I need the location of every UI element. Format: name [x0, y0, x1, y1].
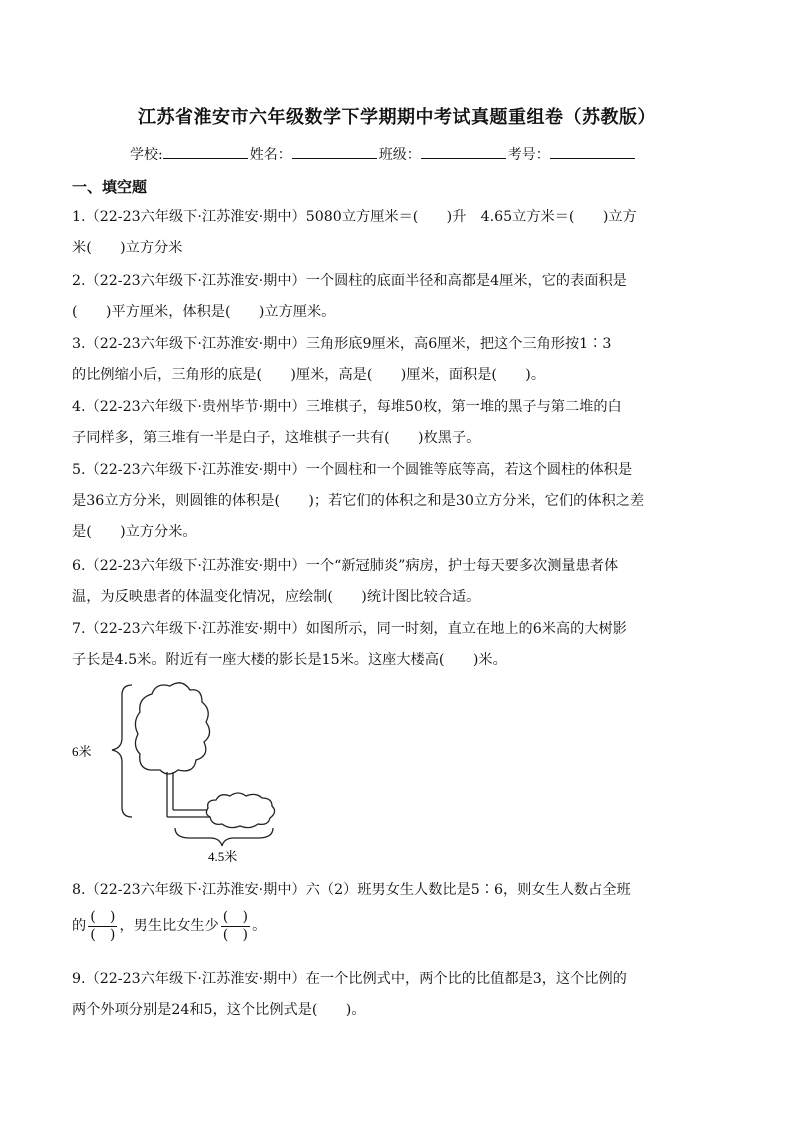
question-line: 4.（22-23六年级下·贵州毕节·期中）三堆棋子，每堆50枚，第一堆的黑子与第二堆的白	[72, 399, 622, 415]
question-4	[72, 392, 722, 454]
page-title: 江苏省淮安市六年级数学下学期期中考试真题重组卷（苏教版）	[138, 107, 656, 128]
height-label: 6米	[72, 744, 92, 759]
question-line: 7.（22-23六年级下·江苏淮安·期中）如图所示，同一时刻，直立在地上的6米高的大树影	[72, 621, 627, 637]
question-line: ( )平方厘米，体积是( )立方厘米。	[72, 304, 336, 320]
q8-text-pre: 的	[72, 918, 87, 934]
q8-text-mid: ，男生比女生少	[119, 918, 219, 934]
name-label: 姓名：	[249, 147, 292, 163]
question-line: 是( )立方分米。	[72, 524, 197, 540]
question-6	[72, 551, 722, 613]
fraction-blank	[221, 909, 250, 944]
number-blank	[550, 144, 635, 159]
name-blank	[292, 144, 377, 159]
fraction-numerator: ( )	[90, 908, 116, 925]
question-line: 子同样多，第三堆有一半是白子，这堆棋子一共有( )枚黑子。	[72, 430, 481, 446]
class-blank	[421, 144, 506, 159]
question-line: 的比例缩小后，三角形的底是( )厘米，高是( )厘米，面积是( )。	[72, 367, 546, 383]
q8-text-post: 。	[252, 918, 267, 934]
question-line: 子长是4.5米。附近有一座大楼的影长是15米。这座大楼高( )米。	[72, 652, 507, 668]
question-line: 5.（22-23六年级下·江苏淮安·期中）一个圆柱和一个圆锥等底等高，若这个圆柱的体积是	[72, 462, 633, 478]
question-line: 2.（22-23六年级下·江苏淮安·期中）一个圆柱的底面半径和高都是4厘米，它的表面积是	[72, 273, 627, 289]
question-line: 6.（22-23六年级下·江苏淮安·期中）一个“新冠肺炎”病房，护士每天要多次测量患者体	[72, 558, 619, 574]
fraction-denominator: ( )	[222, 926, 249, 943]
tree-diagram	[70, 680, 310, 865]
number-label: 考号：	[507, 147, 550, 163]
question-line: 是36立方分米，则圆锥的体积是( )；若它们的体积之和是30立方分米，它们的体积之差	[72, 493, 645, 509]
student-info-line	[130, 144, 637, 164]
question-line: 温，为反映患者的体温变化情况，应绘制( )统计图比较合适。	[72, 589, 481, 605]
question-7	[72, 614, 722, 676]
question-2	[72, 266, 722, 328]
question-line: 3.（22-23六年级下·江苏淮安·期中）三角形底9厘米，高6厘米，把这个三角形按1∶3	[72, 336, 612, 352]
question-9	[72, 964, 722, 1026]
fraction-blank	[88, 909, 117, 944]
tree-crown	[135, 683, 209, 774]
shadow-crown	[206, 793, 274, 828]
question-line: 米( )立方分米	[72, 240, 183, 256]
class-label: 班级：	[378, 147, 421, 163]
question-line	[72, 908, 722, 944]
question-3	[72, 329, 722, 391]
section-title: 一、填空题	[72, 178, 148, 196]
shadow-brace	[175, 828, 273, 846]
height-brace	[112, 685, 132, 817]
question-line: 两个外项分别是24和5，这个比例式是( )。	[72, 1002, 366, 1018]
tree-shadow-figure	[70, 680, 310, 865]
school-label: 学校:	[130, 147, 163, 163]
question-5	[72, 455, 722, 548]
shadow-label: 4.5米	[208, 849, 238, 864]
question-8	[72, 872, 722, 944]
fraction-numerator: ( )	[222, 908, 249, 925]
school-blank	[163, 144, 248, 159]
fraction-denominator: ( )	[90, 926, 116, 943]
question-1	[72, 202, 722, 264]
question-line: 8.（22-23六年级下·江苏淮安·期中）六（2）班男女生人数比是5∶6，则女生人数占全班	[72, 882, 631, 898]
question-line: 9.（22-23六年级下·江苏淮安·期中）在一个比例式中，两个比的比值都是3，这个比例的	[72, 971, 627, 987]
question-line: 1.（22-23六年级下·江苏淮安·期中）5080立方厘米＝( )升 4.65立方米＝( )立方	[72, 209, 637, 225]
